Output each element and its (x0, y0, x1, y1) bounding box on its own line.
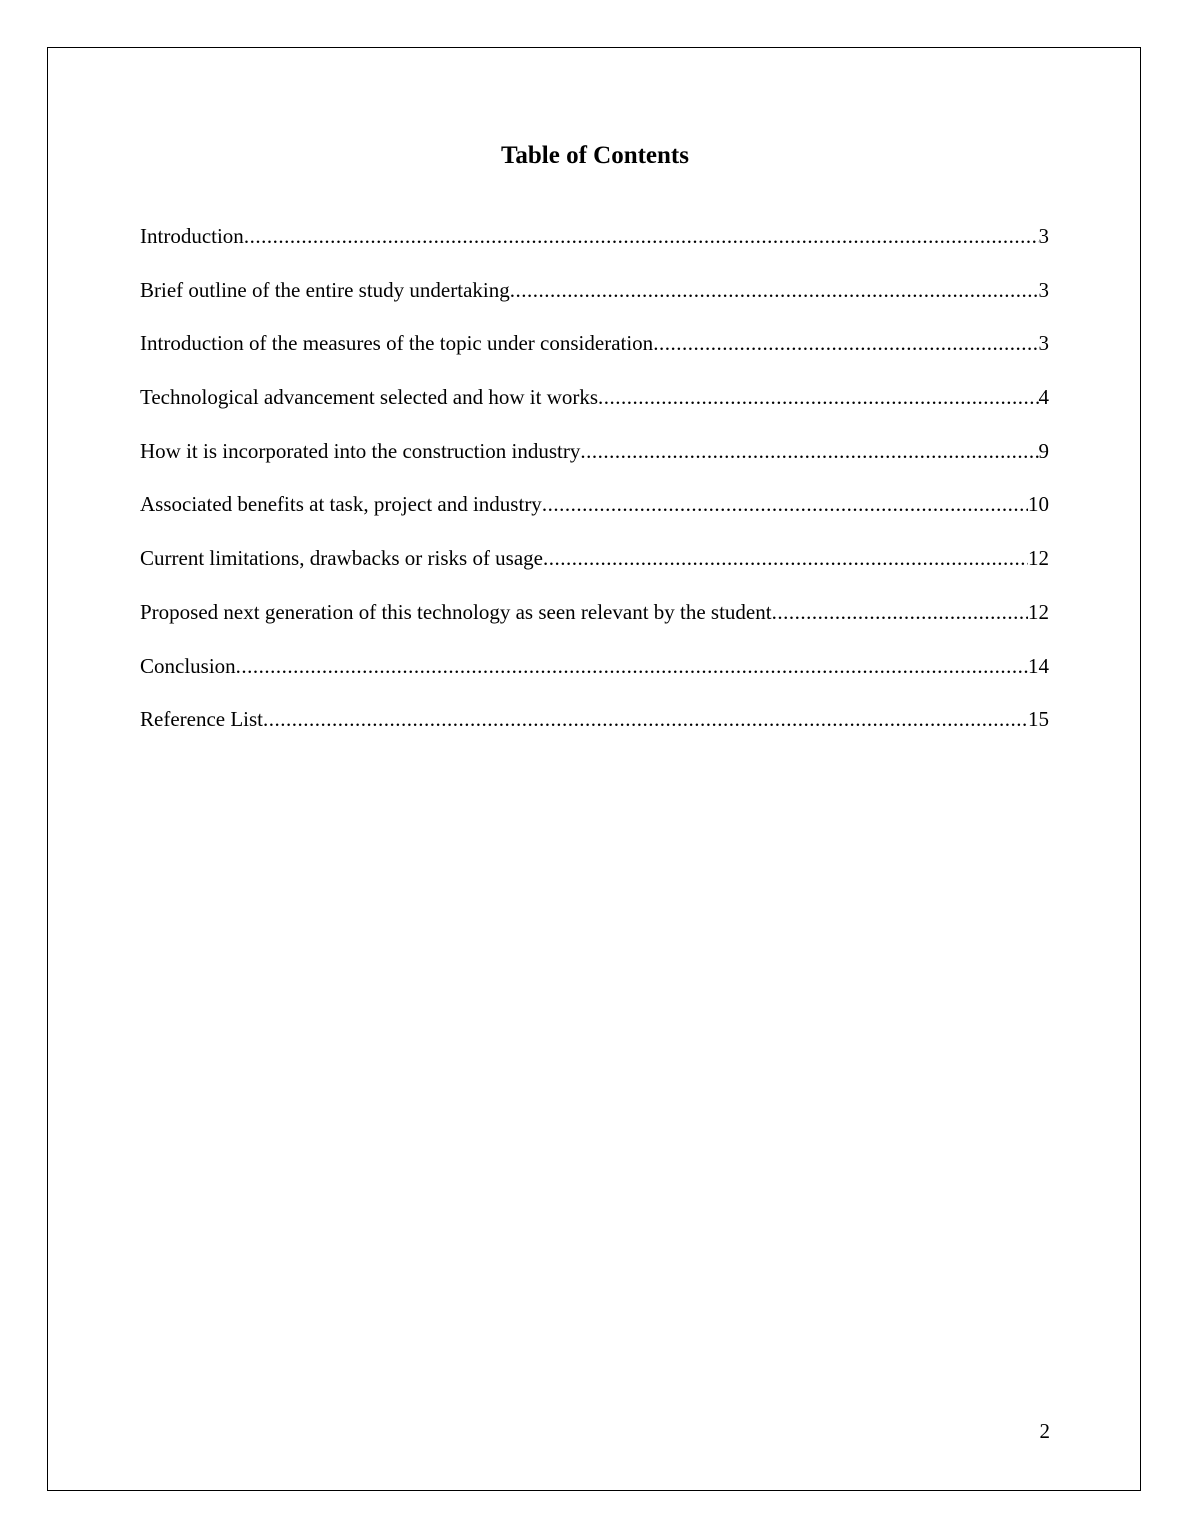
toc-entry-next-generation[interactable] (140, 598, 1049, 652)
toc-entry-page: 14 (1028, 653, 1049, 678)
toc-entry-text: Introduction of the measures of the topic under consideration (140, 331, 654, 356)
toc-dot-leader (580, 437, 1038, 465)
toc-entry-page: 12 (1028, 546, 1049, 571)
toc-entry-text: Technological advancement selected and how it works (140, 385, 599, 410)
toc-entry-conclusion[interactable] (140, 652, 1049, 706)
toc-entry-brief-outline[interactable] (140, 276, 1049, 330)
toc-entry-page: 10 (1028, 492, 1049, 517)
toc-entry-text: Proposed next generation of this technology as seen relevant by the student (140, 599, 772, 624)
toc-dot-leader (236, 652, 1028, 680)
toc-dot-leader (510, 276, 1039, 304)
toc-dot-leader (598, 383, 1038, 411)
toc-entry-text: Conclusion (140, 653, 236, 678)
toc-entry-benefits[interactable] (140, 490, 1049, 544)
toc-entry-introduction[interactable] (140, 222, 1049, 276)
toc-entry-text: Brief outline of the entire study undertaking (140, 277, 510, 302)
toc-entry-technological-advancement[interactable] (140, 383, 1049, 437)
toc-list (140, 222, 1049, 759)
toc-dot-leader (772, 598, 1028, 626)
toc-entry-construction-industry[interactable] (140, 437, 1049, 491)
toc-title: Table of Contents (501, 142, 689, 169)
toc-entry-page: 3 (1038, 224, 1049, 248)
page-number: 2 (1039, 1419, 1050, 1443)
toc-entry-measures[interactable] (140, 329, 1049, 383)
toc-dot-leader (263, 705, 1028, 733)
toc-entry-page: 4 (1038, 385, 1049, 410)
toc-entry-page: 9 (1038, 438, 1049, 463)
toc-entry-page: 15 (1028, 707, 1049, 732)
toc-entry-reference-list[interactable] (140, 705, 1049, 759)
toc-dot-leader (542, 490, 1028, 518)
toc-dot-leader (653, 329, 1038, 357)
toc-entry-text: Associated benefits at task, project and industry (140, 492, 542, 517)
toc-entry-limitations[interactable] (140, 544, 1049, 598)
toc-dot-leader (244, 222, 1039, 250)
toc-entry-text: Reference List (140, 707, 264, 732)
toc-dot-leader (543, 544, 1028, 572)
toc-entry-text: Introduction (140, 224, 244, 248)
toc-entry-text: Current limitations, drawbacks or risks of usage (140, 546, 543, 571)
toc-entry-page: 12 (1028, 599, 1049, 624)
toc-entry-text: How it is incorporated into the construction industry (140, 438, 581, 463)
toc-entry-page: 3 (1038, 331, 1049, 356)
toc-entry-page: 3 (1038, 277, 1049, 302)
